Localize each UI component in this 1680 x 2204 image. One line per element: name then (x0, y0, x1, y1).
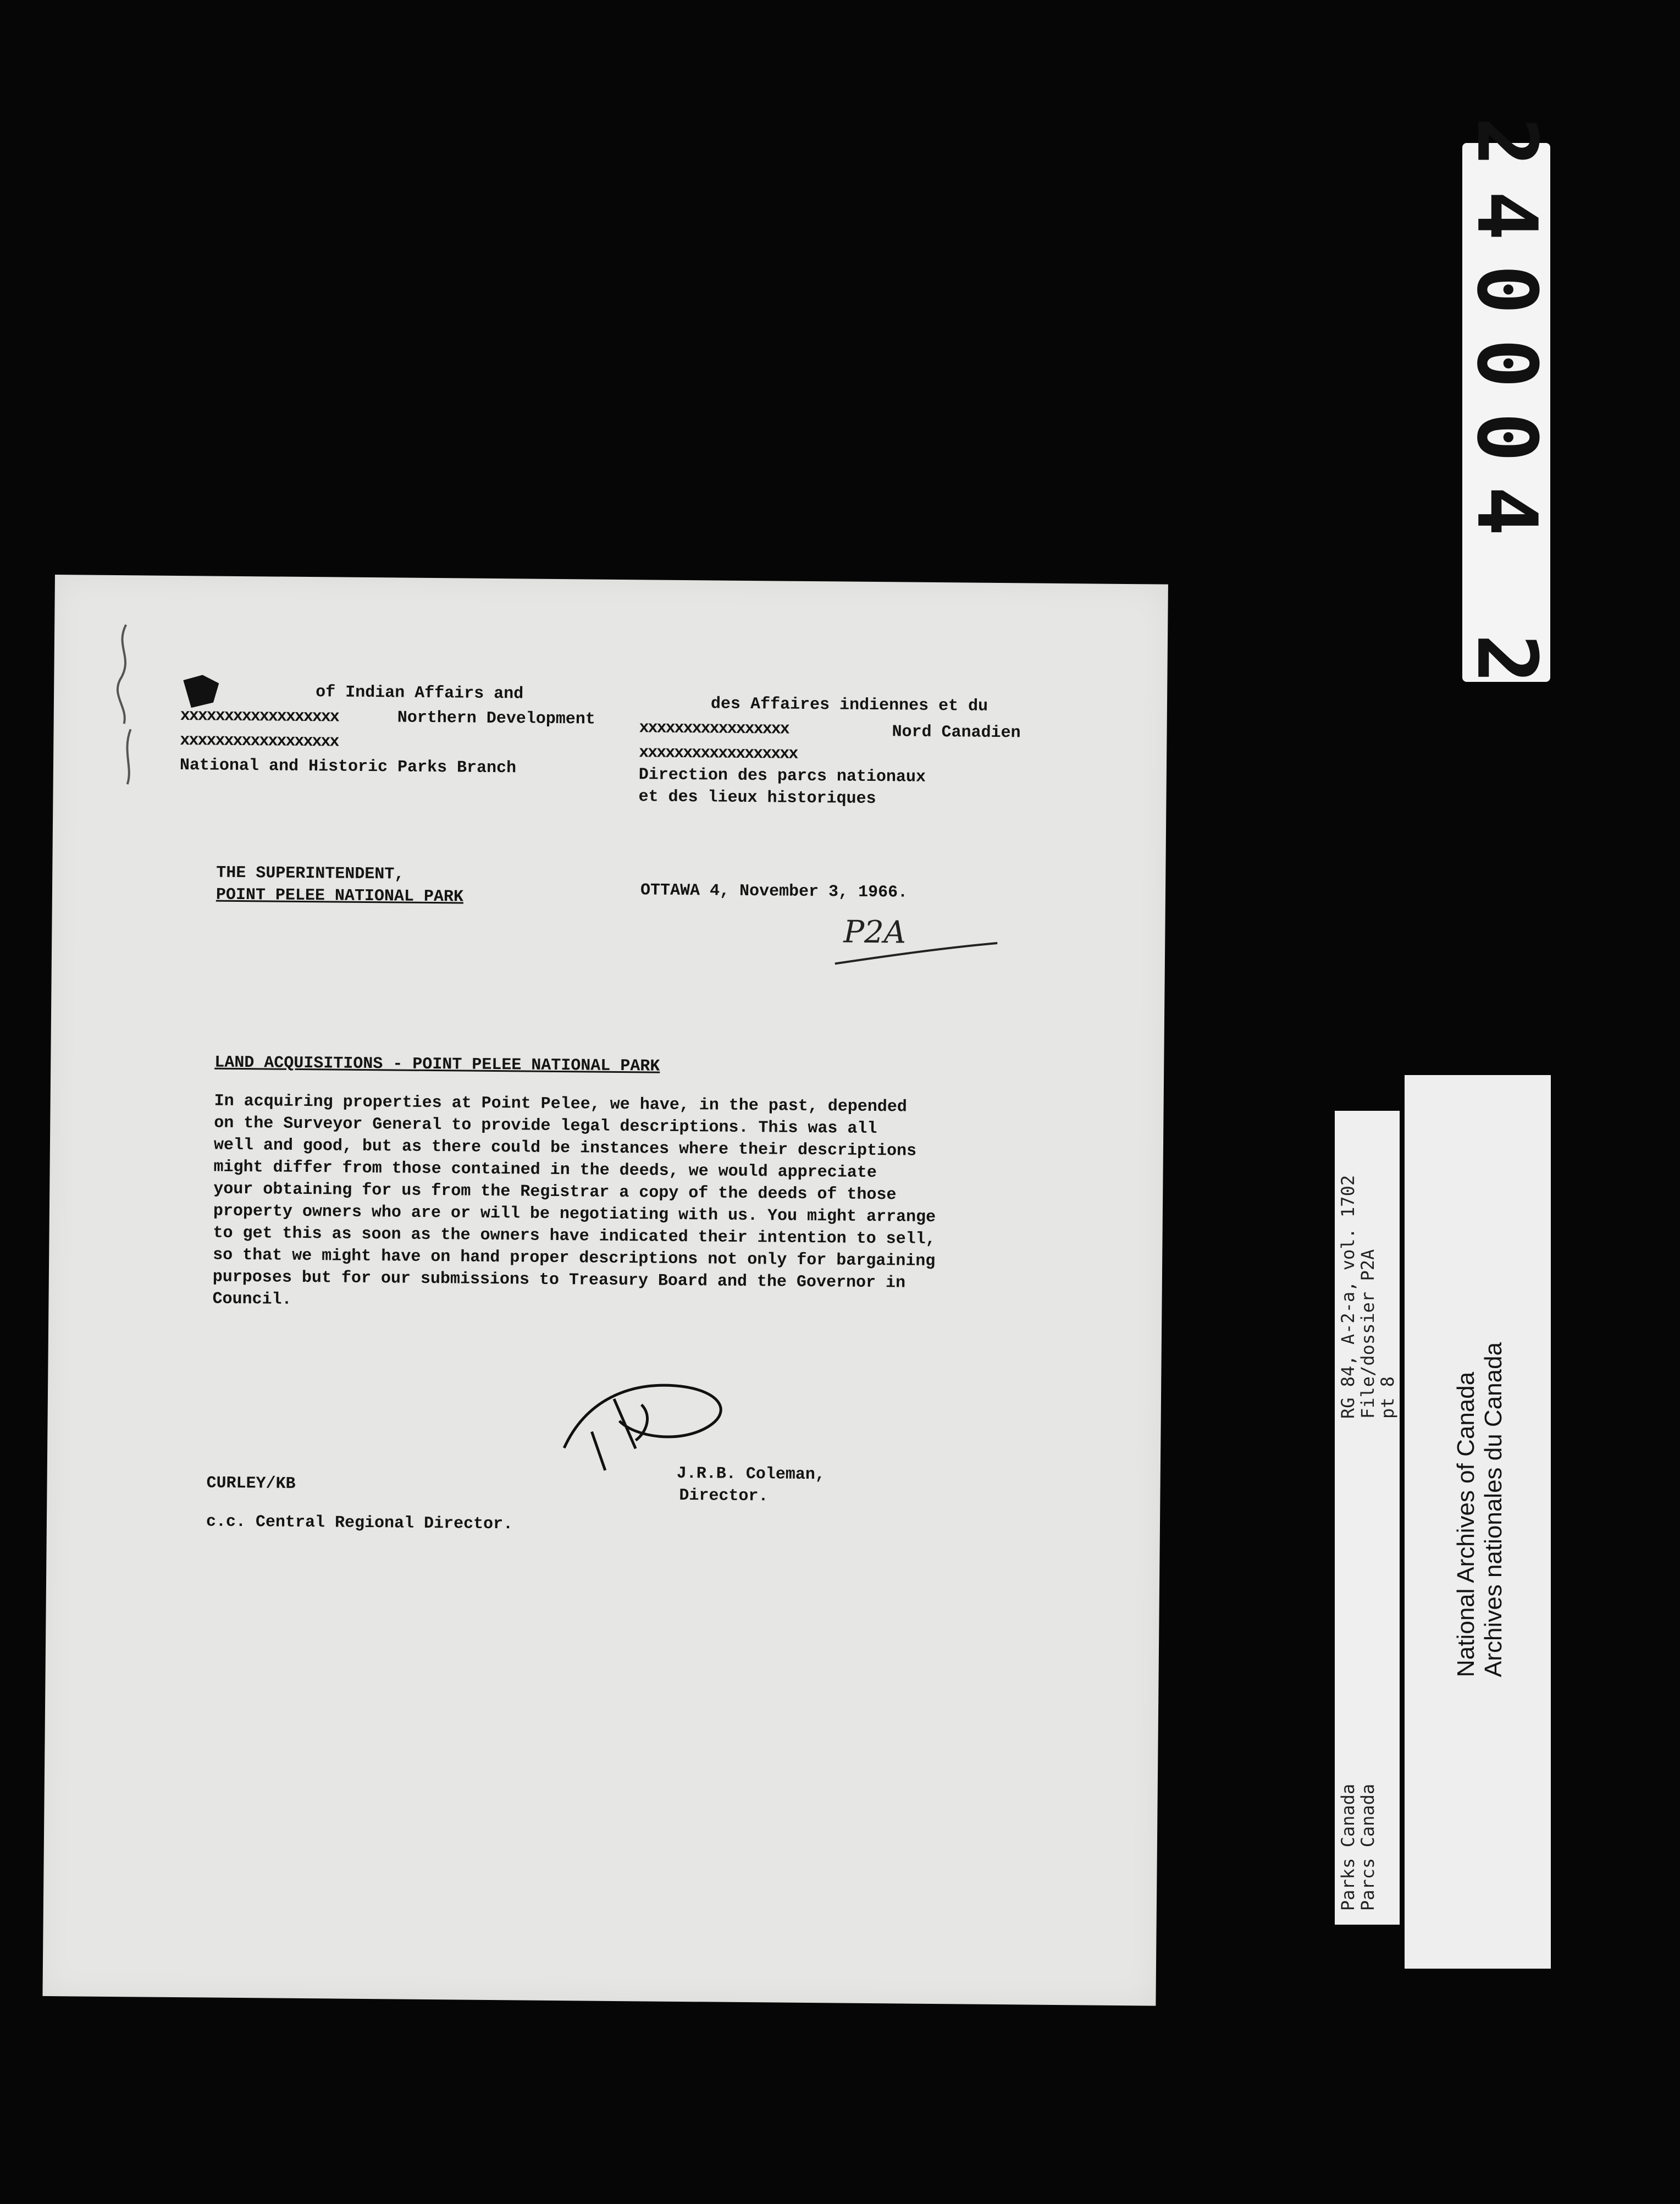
archives-institution-label (1405, 1075, 1551, 1969)
body-line: your obtaining for us from the Registrar a copy of the deeds of those (213, 1180, 897, 1205)
frame-number-text: 240004 2 (1458, 117, 1554, 708)
date-line: OTTAWA 4, November 3, 1966. (640, 881, 908, 902)
letter-page (42, 575, 1168, 2006)
signature-name: J.R.B. Coleman, (676, 1464, 825, 1485)
body-line: to get this as soon as the owners have indicated their intention to sell, (213, 1224, 936, 1249)
body-line: on the Surveyor General to provide legal descriptions. This was all (214, 1114, 877, 1139)
letterhead-en-line1: of Indian Affairs and (316, 683, 524, 704)
subject-line: LAND ACQUISITIONS - POINT PELEE NATIONAL PARK (214, 1053, 660, 1076)
letterhead-en-line2: Northern Development (397, 708, 595, 729)
frame-number (1458, 117, 1554, 708)
archive-ref-line1: RG 84, A-2-a, vol. 1702 (1338, 1175, 1358, 1419)
archive-ref-line2: File/dossier P2A (1357, 1249, 1378, 1419)
body-line: might differ from those contained in the deeds, we would appreciate (213, 1158, 877, 1183)
body-line: purposes but for our submissions to Treasury Board and the Governor in (212, 1268, 906, 1293)
body-line: property owners who are or will be negotiating with us. You might arrange (213, 1202, 936, 1227)
letter-body (212, 1090, 1027, 1318)
cc-line: c.c. Central Regional Director. (206, 1512, 513, 1534)
archive-reference-label (1335, 1111, 1400, 1925)
archives-name-en: National Archives of Canada (1452, 1371, 1479, 1677)
addressee-line1: THE SUPERINTENDENT, (216, 863, 405, 884)
letterhead-en-struck-1: xxxxxxxxxxxxxxxxxx (180, 706, 339, 727)
body-line: In acquiring properties at Point Pelee, we have, in the past, depended (214, 1092, 907, 1117)
body-line: so that we might have on hand proper descriptions not only for bargaining (213, 1246, 936, 1271)
agency-fr: Parcs Canada (1357, 1783, 1378, 1911)
margin-scribble (103, 614, 148, 790)
archives-name-fr: Archives nationales du Canada (1480, 1342, 1507, 1677)
letterhead-en-struck-2: xxxxxxxxxxxxxxxxxx (180, 731, 339, 752)
agency-en: Parks Canada (1338, 1783, 1358, 1911)
letterhead-fr-line2: Nord Canadien (892, 723, 1021, 743)
handwritten-file-ref: P2A (843, 914, 907, 951)
letterhead-fr-line1: des Affaires indiennes et du (710, 695, 988, 716)
body-line: Council. (212, 1290, 292, 1309)
signature-title: Director. (679, 1486, 769, 1506)
reference-initials: CURLEY/KB (206, 1474, 296, 1494)
handwritten-underline (832, 939, 1003, 973)
inked-out-mark (180, 672, 225, 711)
letterhead-fr-struck-1: xxxxxxxxxxxxxxxxx (639, 719, 789, 739)
letterhead-fr-struck-2: xxxxxxxxxxxxxxxxxx (639, 743, 798, 764)
letterhead-en-line4: National and Historic Parks Branch (179, 756, 517, 778)
letterhead-fr-line4: Direction des parcs nationaux (638, 765, 926, 787)
addressee-line2: POINT PELEE NATIONAL PARK (215, 885, 464, 907)
archive-ref-line3: pt 8 (1377, 1376, 1398, 1419)
letterhead-fr-line5: et des lieux historiques (638, 787, 876, 809)
body-line: well and good, but as there could be instances where their descriptions (213, 1136, 917, 1161)
